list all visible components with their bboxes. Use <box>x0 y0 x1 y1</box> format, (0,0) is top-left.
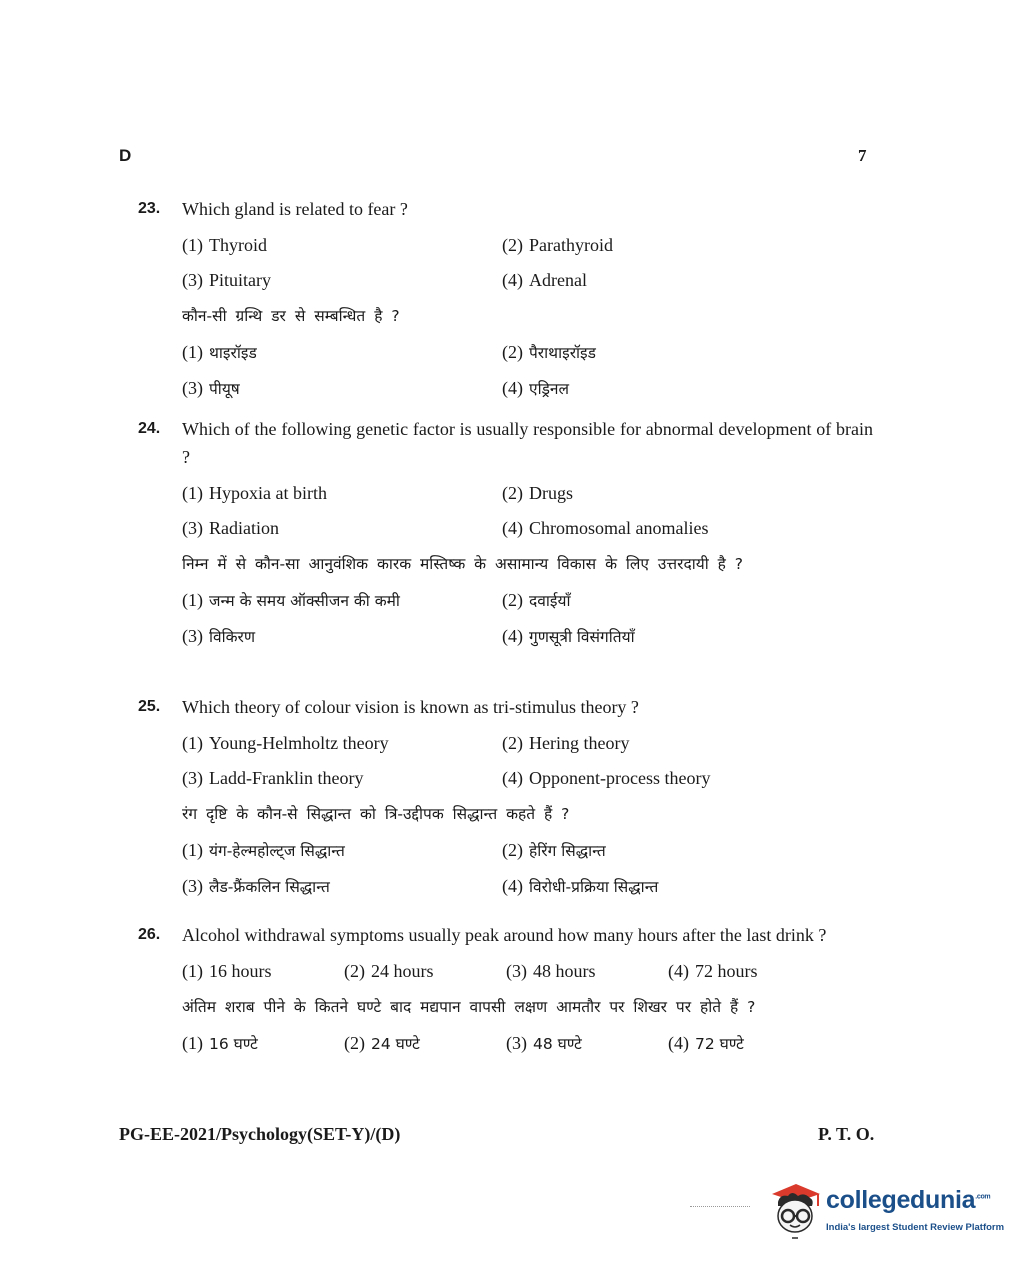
option-2-hindi: (2) 24 घण्टे <box>344 1033 420 1053</box>
option-1: (1) Young-Helmholtz theory <box>182 733 389 753</box>
collegedunia-watermark <box>760 1180 1005 1250</box>
option-4: (4) Adrenal <box>502 270 587 290</box>
option-1-hindi: (1) थाइरॉइड <box>182 342 257 362</box>
option-4: (4) Opponent-process theory <box>502 768 711 788</box>
option-1: (1) 16 hours <box>182 961 272 981</box>
option-2: (2) Hering theory <box>502 733 630 753</box>
option-1: (1) Thyroid <box>182 235 267 255</box>
option-4: (4) 72 hours <box>668 961 758 981</box>
option-3: (3) Pituitary <box>182 270 271 290</box>
please-turn-over: P. T. O. <box>818 1124 875 1144</box>
option-1-hindi: (1) 16 घण्टे <box>182 1033 258 1053</box>
options-english <box>182 479 873 542</box>
divider <box>690 1206 750 1207</box>
option-3: (3) 48 hours <box>506 961 596 981</box>
option-1-hindi: (1) जन्म के समय ऑक्सीजन की कमी <box>182 590 400 610</box>
question-number: 26. <box>138 926 161 943</box>
question-26 <box>138 921 873 1058</box>
set-letter: D <box>119 146 132 165</box>
option-4-hindi: (4) विरोधी-प्रक्रिया सिद्धान्त <box>502 876 659 896</box>
option-4-hindi: (4) 72 घण्टे <box>668 1033 744 1053</box>
paper-code: PG-EE-2021/Psychology(SET-Y)/(D) <box>119 1124 401 1144</box>
question-text-hindi: अंतिम शराब पीने के कितने घण्टे बाद मद्यपान वापसी लक्षण आमतौर पर शिखर पर होते हैं ? <box>182 998 756 1016</box>
brand-name: collegedunia$^{.com}$ <box>826 1186 991 1214</box>
graduate-mascot-icon <box>766 1180 824 1242</box>
option-4-hindi: (4) गुणसूत्री विसंगतियाँ <box>502 626 635 646</box>
question-25 <box>138 693 873 901</box>
brand-tagline: India's largest Student Review Platform <box>826 1222 1005 1233</box>
question-text: Alcohol withdrawal symptoms usually peak around how many hours after the last drink ? <box>182 925 827 945</box>
question-number: 24. <box>138 420 161 437</box>
options-hindi <box>182 1029 873 1058</box>
option-3-hindi: (3) पीयूष <box>182 378 240 398</box>
option-1-hindi: (1) यंग-हेल्महोल्ट्ज सिद्धान्त <box>182 840 345 860</box>
options-english <box>182 729 873 792</box>
option-2-hindi: (2) हेरिंग सिद्धान्त <box>502 840 606 860</box>
option-4-hindi: (4) एड्रिनल <box>502 378 569 398</box>
question-text-hindi: रंग दृष्टि के कौन-से सिद्धान्त को त्रि-उद्दीपक सिद्धान्त कहते हैं ? <box>182 805 570 823</box>
option-1: (1) Hypoxia at birth <box>182 483 327 503</box>
option-3: (3) Radiation <box>182 518 279 538</box>
question-text-hindi: कौन-सी ग्रन्थि डर से सम्बन्धित है ? <box>182 307 400 325</box>
question-text: Which gland is related to fear ? <box>182 199 408 219</box>
option-2-hindi: (2) दवाईयाँ <box>502 590 571 610</box>
option-2-hindi: (2) पैराथाइरॉइड <box>502 342 596 362</box>
option-3: (3) Ladd-Franklin theory <box>182 768 364 788</box>
option-4: (4) Chromosomal anomalies <box>502 518 709 538</box>
options-hindi <box>182 586 873 651</box>
question-23 <box>138 195 873 403</box>
option-3-hindi: (3) लैड-फ्रैंकलिन सिद्धान्त <box>182 876 330 896</box>
option-2: (2) Drugs <box>502 483 573 503</box>
options-english <box>182 231 873 294</box>
question-text-hindi: निम्न में से कौन-सा आनुवंशिक कारक मस्तिष्क के असामान्य विकास के लिए उत्तरदायी है ? <box>182 555 744 573</box>
question-number: 23. <box>138 200 161 217</box>
question-text: Which theory of colour vision is known as tri-stimulus theory ? <box>182 697 639 717</box>
question-24 <box>138 415 873 651</box>
option-2: (2) Parathyroid <box>502 235 613 255</box>
options-hindi <box>182 836 873 901</box>
options-english <box>182 957 873 985</box>
option-3-hindi: (3) विकिरण <box>182 626 256 646</box>
options-hindi <box>182 338 873 403</box>
option-3-hindi: (3) 48 घण्टे <box>506 1033 582 1053</box>
option-2: (2) 24 hours <box>344 961 434 981</box>
question-text: Which of the following genetic factor is usually responsible for abnormal development of brain ? <box>182 419 873 467</box>
question-number: 25. <box>138 698 161 715</box>
page-number: 7 <box>858 146 867 165</box>
